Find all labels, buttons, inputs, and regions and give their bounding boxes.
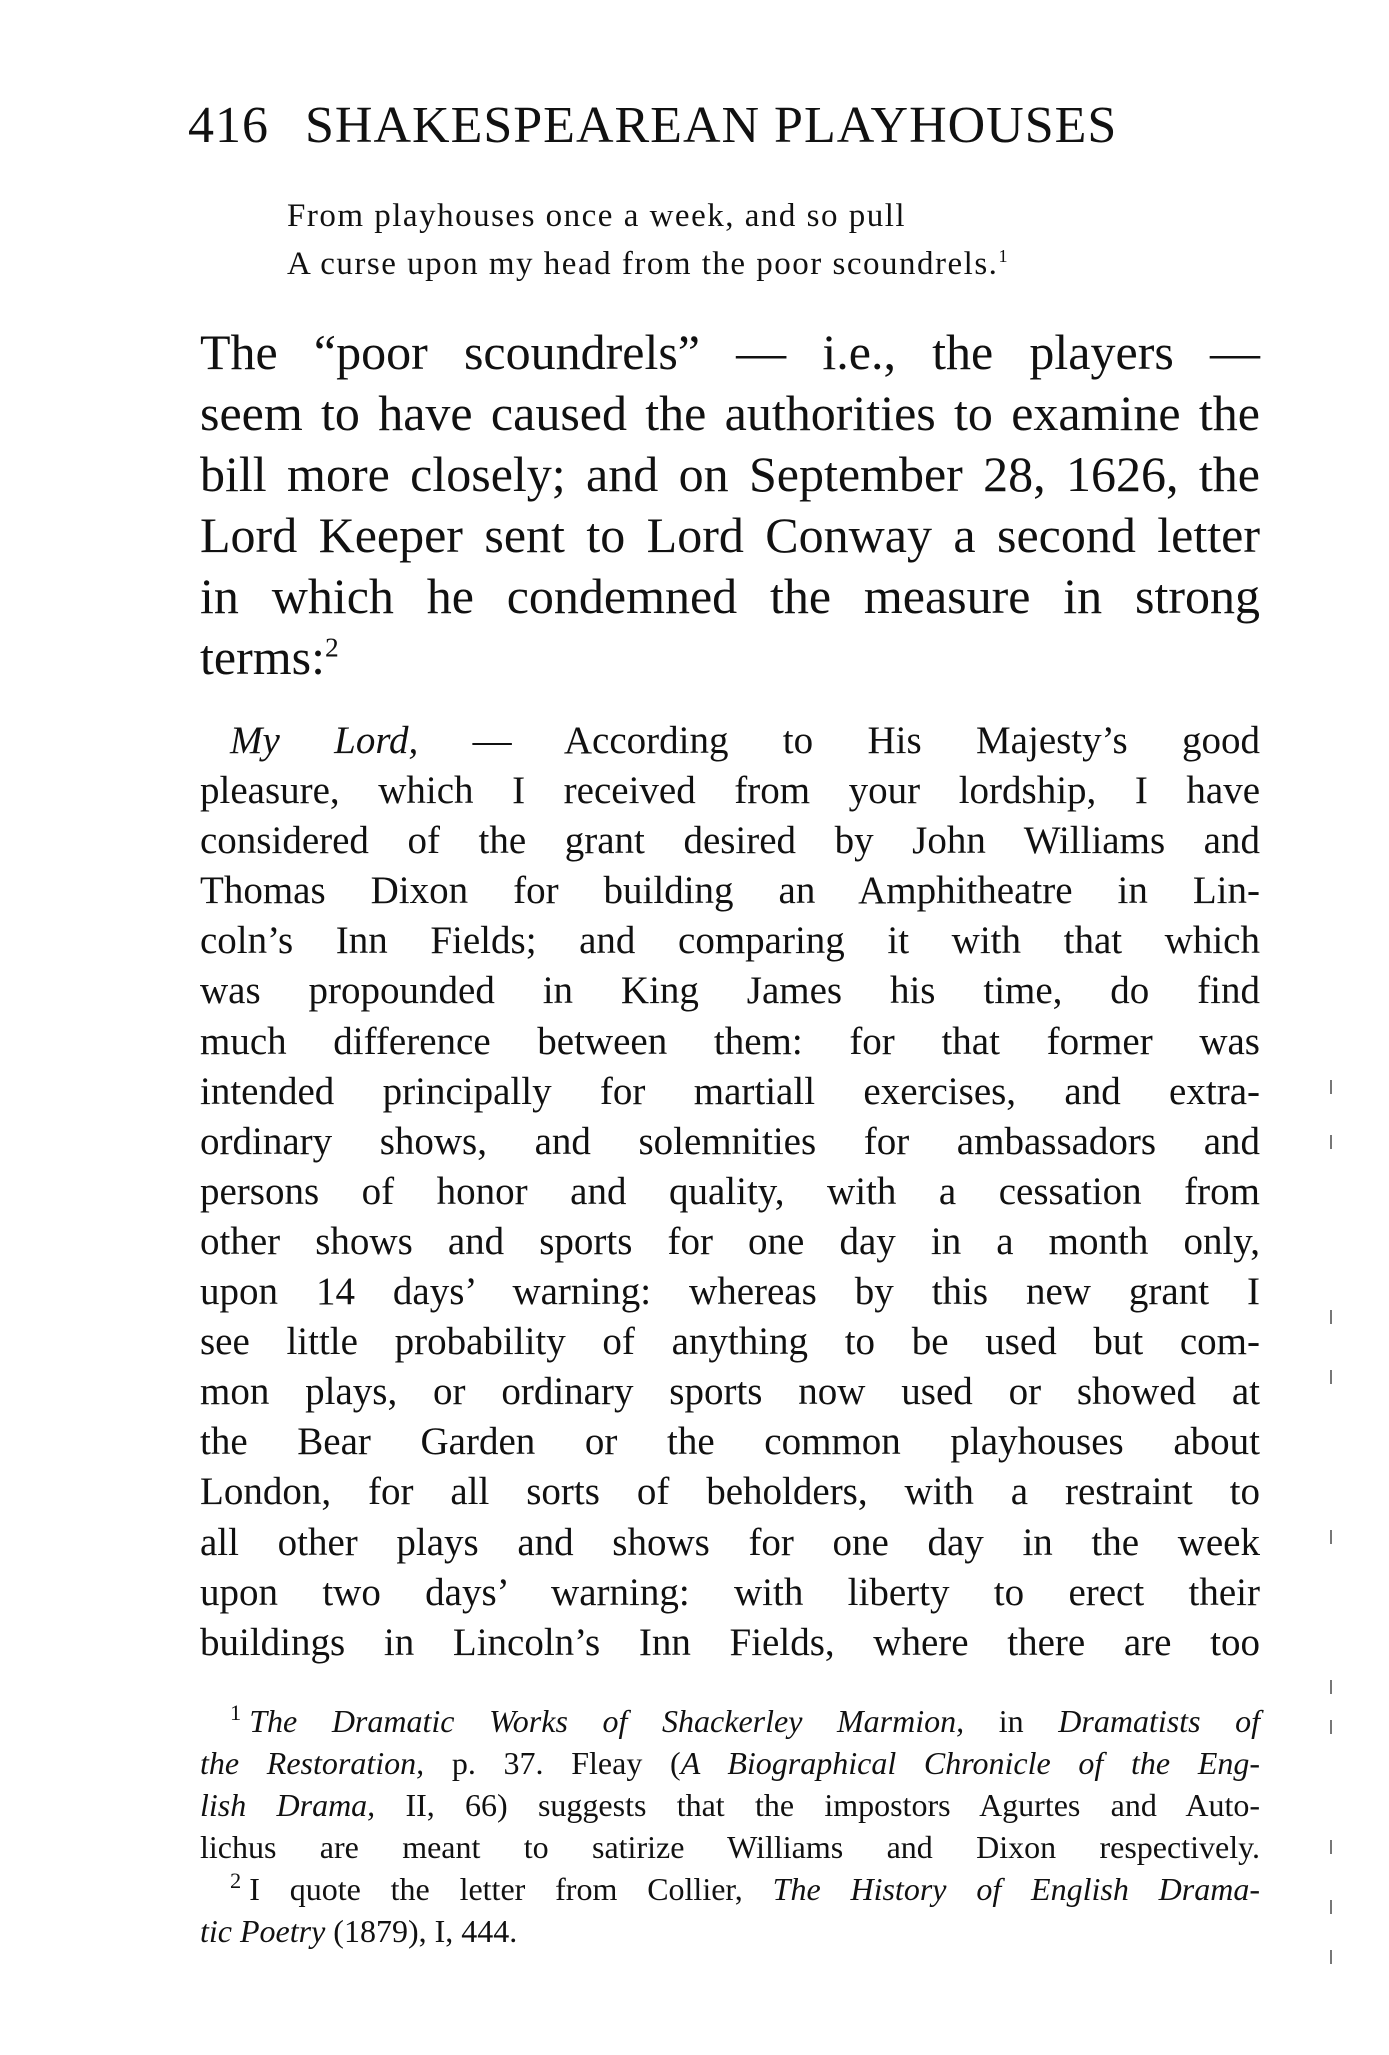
scan-mark (1330, 1720, 1332, 1734)
letter-line: was propounded in King James his time, do find (200, 969, 1260, 1013)
footnotes (200, 1700, 1260, 1952)
scan-mark (1330, 1530, 1332, 1544)
footnote-text: II, 66) suggests that the impostors Agurtes and Auto- (405, 1787, 1261, 1823)
paragraph-line: bill more closely; and on September 28, 1626, the (200, 446, 1260, 502)
letter-line: coln’s Inn Fields; and comparing it with that which (200, 919, 1260, 963)
letter-salutation: My Lord, (230, 719, 419, 762)
letter-line: other shows and sports for one day in a month only, (200, 1219, 1260, 1263)
cited-title: A Biographical Chronicle of the Eng- (680, 1745, 1261, 1781)
scan-mark (1330, 1680, 1332, 1694)
footnote-line (200, 1700, 1260, 1742)
cited-title: lish Drama, (200, 1787, 376, 1823)
footnote-line (200, 1784, 1260, 1826)
footnote-ref: 2 (324, 631, 339, 663)
letter-line: all other plays and shows for one day in the week (200, 1520, 1260, 1564)
letter-line: buildings in Lincoln’s Inn Fields, where there are too (200, 1620, 1260, 1664)
page-number: 416 (188, 97, 269, 154)
scan-mark (1330, 1900, 1332, 1914)
cited-title: Dramatists of (1058, 1703, 1261, 1739)
paragraph-line (200, 627, 1260, 688)
verse-quotation (287, 192, 1009, 288)
letter-line: mon plays, or ordinary sports now used or showed at (200, 1370, 1260, 1414)
scan-mark (1330, 1370, 1332, 1384)
footnote-text: I quote the letter from Collier, (249, 1871, 743, 1907)
footnote-text: p. 37. Fleay ( (451, 1745, 681, 1781)
scan-mark (1330, 1950, 1332, 1964)
footnote-text: in (998, 1703, 1024, 1739)
running-head (188, 96, 1268, 155)
body-paragraph (200, 322, 1260, 688)
paragraph-line-text: terms: (200, 629, 325, 685)
paragraph-line: in which he condemned the measure in strong (200, 568, 1260, 624)
running-title: SHAKESPEAREAN PLAYHOUSES (305, 97, 1118, 154)
letter-line: Thomas Dixon for building an Amphitheatre in Lin- (200, 869, 1260, 913)
letter-line: upon two days’ warning: with liberty to erect their (200, 1570, 1260, 1614)
letter-line: ordinary shows, and solemnities for ambassadors and (200, 1119, 1260, 1163)
verse-line (287, 192, 1009, 240)
letter-line: upon 14 days’ warning: whereas by this new grant I (200, 1270, 1260, 1314)
verse-line-text: From playhouses once a week, and so pull (287, 198, 907, 234)
letter-line: much difference between them: for that former was (200, 1019, 1260, 1063)
cited-title: tic Poetry (200, 1913, 326, 1949)
cited-title: The History of English Drama- (772, 1871, 1261, 1907)
letter-line: considered of the grant desired by John Williams and (200, 819, 1260, 863)
cited-title: The Dramatic Works of Shackerley Marmion, (249, 1703, 965, 1739)
verse-line-text: A curse upon my head from the poor scoundrels. (287, 246, 999, 282)
paragraph-line: The “poor scoundrels” — i.e., the players — (200, 324, 1260, 380)
letter-quotation (200, 716, 1260, 1668)
margin-scan-marks (1330, 1080, 1350, 1980)
cited-title: the Restoration, (200, 1745, 425, 1781)
verse-line (287, 240, 1009, 288)
scan-mark (1330, 1135, 1332, 1149)
scan-mark (1330, 1840, 1332, 1854)
letter-line-text: — According to His Majesty’s good (472, 719, 1260, 762)
paragraph-line: Lord Keeper sent to Lord Conway a second letter (200, 507, 1260, 563)
letter-line: pleasure, which I received from your lordship, I have (200, 769, 1260, 813)
letter-line: London, for all sorts of beholders, with a restraint to (200, 1470, 1260, 1514)
footnote-line: lichus are meant to satirize Williams and Dixon respectively. (200, 1829, 1260, 1865)
footnote-line (200, 1742, 1260, 1784)
footnote-text: (1879), I, 444. (333, 1913, 518, 1949)
letter-line: see little probability of anything to be used but com- (200, 1320, 1260, 1364)
letter-line: the Bear Garden or the common playhouses about (200, 1420, 1260, 1464)
footnote-line (200, 1910, 1260, 1952)
footnote-number: 2 (230, 1868, 242, 1894)
letter-line: intended principally for martiall exercises, and extra- (200, 1069, 1260, 1113)
paragraph-line: seem to have caused the authorities to examine the (200, 385, 1260, 441)
scan-mark (1330, 1310, 1332, 1324)
letter-line (200, 716, 1260, 766)
letter-line: persons of honor and quality, with a cessation from (200, 1169, 1260, 1213)
footnote-line (200, 1868, 1260, 1910)
footnote-ref: 1 (998, 246, 1010, 266)
footnote-number: 1 (230, 1700, 242, 1726)
scan-mark (1330, 1080, 1332, 1094)
